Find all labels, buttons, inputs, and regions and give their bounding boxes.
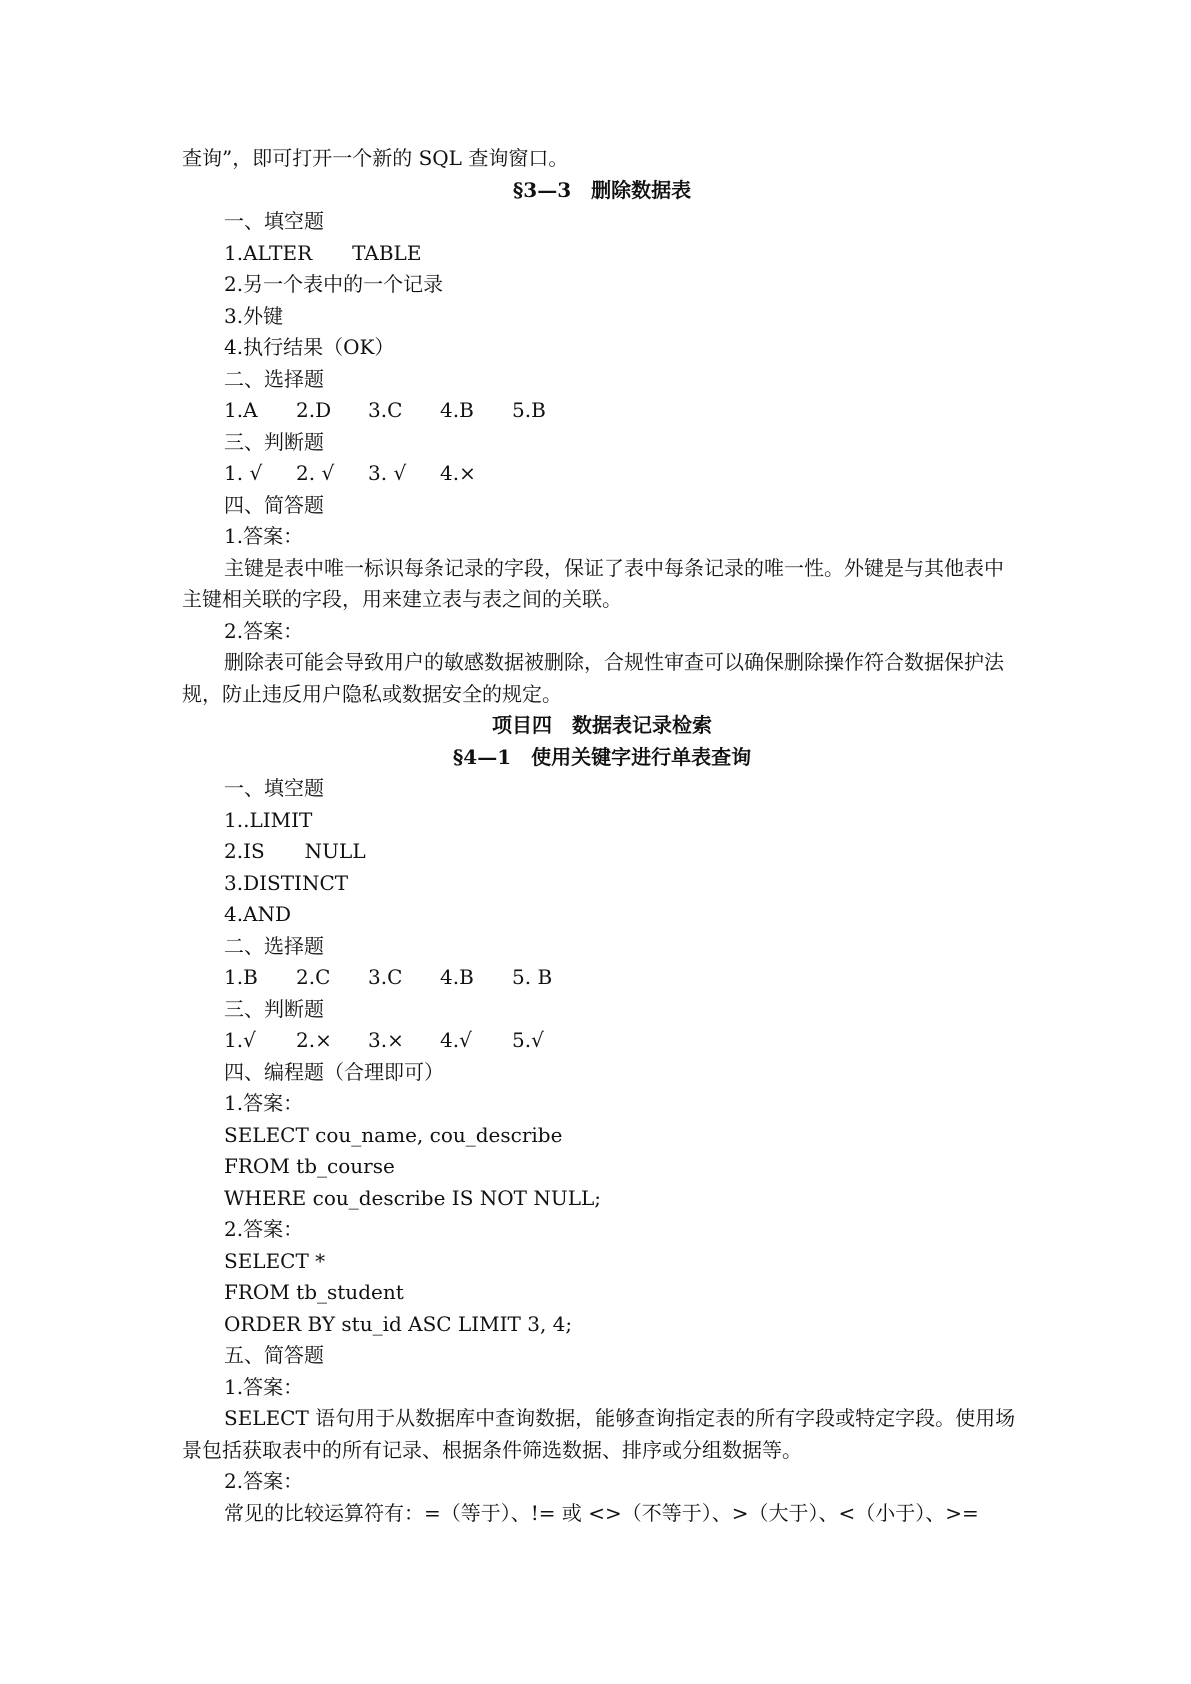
choice-answer: 2.C — [296, 965, 331, 989]
choice-answer: 5. B — [512, 965, 553, 989]
code-line: ORDER BY stu_id ASC LIMIT 3, 4; — [224, 1311, 573, 1336]
choice-answer: 3.C — [368, 398, 403, 422]
choice-answer: 1.B — [224, 965, 258, 989]
choice-answers-row — [182, 395, 1022, 427]
answer-1-text: 主键是表中唯一标识每条记录的字段，保证了表中每条记录的唯一性。外键是与其他表中主键相关联的字段，用来建立表与表之间的关联。 — [182, 555, 1004, 611]
code-line: WHERE cou_describe IS NOT NULL; — [224, 1185, 602, 1210]
judge-answers-row — [182, 1025, 1022, 1057]
choice-title: 二、选择题 — [224, 933, 324, 958]
fill-answer-4: 4.执行结果（OK） — [224, 335, 395, 359]
choice-answer: 5.B — [512, 398, 546, 422]
choice-answer: 2.D — [296, 398, 332, 422]
project-4-heading: 项目四 数据表记录检索 — [492, 713, 712, 737]
judge-answer: 3.× — [368, 1028, 404, 1052]
fill-answer-3: 3.外键 — [224, 303, 284, 328]
judge-title: 三、判断题 — [224, 429, 324, 454]
short-1-text: SELECT 语句用于从数据库中查询数据，能够查询指定表的所有字段或特定字段。使用场景包括获取表中的所有记录、根据条件筛选数据、排序或分组数据等。 — [182, 1406, 1016, 1462]
fill-answer-4: 4.AND — [224, 902, 292, 926]
short-1-label: 1.答案： — [224, 1374, 304, 1399]
answer-1-label: 1.答案： — [224, 524, 304, 548]
judge-answer: 4.× — [440, 461, 476, 485]
choice-answers-row — [182, 962, 1022, 994]
code-line: FROM tb_course — [224, 1154, 395, 1178]
code-line: SELECT cou_name, cou_describe — [224, 1122, 563, 1147]
program-2-label: 2.答案： — [224, 1217, 304, 1241]
judge-answers-row — [182, 458, 1022, 490]
judge-answer: 3. √ — [368, 461, 407, 485]
page-content — [182, 143, 1022, 1529]
code-line: SELECT * — [224, 1248, 326, 1273]
judge-title: 三、判断题 — [224, 996, 324, 1021]
judge-answer: 2. √ — [296, 461, 335, 485]
judge-answer: 1. √ — [224, 461, 263, 485]
section-3-3-heading: §3—3 删除数据表 — [512, 177, 692, 202]
fill-answer-2: 2.IS NULL — [224, 839, 366, 863]
short-2-label: 2.答案： — [224, 1469, 304, 1493]
short-2-text: 常见的比较运算符有：=（等于）、!= 或 <>（不等于）、>（大于）、<（小于）、>= — [224, 1500, 979, 1525]
judge-answer: 1.√ — [224, 1028, 256, 1052]
fill-blank-title: 一、填空题 — [224, 209, 324, 233]
answer-2-text: 删除表可能会导致用户的敏感数据被删除，合规性审查可以确保删除操作符合数据保护法规，防止违反用户隐私或数据安全的规定。 — [182, 650, 1004, 706]
judge-answer: 4.√ — [440, 1028, 472, 1052]
section-4-1-heading: §4—1 使用关键字进行单表查询 — [452, 744, 752, 769]
short-answer-title: 五、简答题 — [224, 1343, 324, 1367]
fill-answer-3: 3.DISTINCT — [224, 870, 349, 895]
fill-answer-1: 1.ALTER TABLE — [224, 240, 422, 265]
judge-answer: 5.√ — [512, 1028, 544, 1052]
program-1-label: 1.答案： — [224, 1091, 304, 1115]
answer-2-label: 2.答案： — [224, 618, 304, 643]
choice-answer: 4.B — [440, 398, 474, 422]
choice-answer: 1.A — [224, 398, 258, 422]
short-answer-title: 四、简答题 — [224, 492, 324, 517]
programming-title: 四、编程题（合理即可） — [224, 1059, 444, 1084]
judge-answer: 2.× — [296, 1028, 332, 1052]
code-line: FROM tb_student — [224, 1280, 404, 1304]
choice-answer: 3.C — [368, 965, 403, 989]
fill-answer-2: 2.另一个表中的一个记录 — [224, 272, 444, 296]
fill-answer-1: 1..LIMIT — [224, 807, 313, 832]
choice-answer: 4.B — [440, 965, 474, 989]
intro-tail-line: 查询”，即可打开一个新的 SQL 查询窗口。 — [182, 146, 569, 170]
fill-blank-title: 一、填空题 — [224, 776, 324, 800]
choice-title: 二、选择题 — [224, 366, 324, 391]
